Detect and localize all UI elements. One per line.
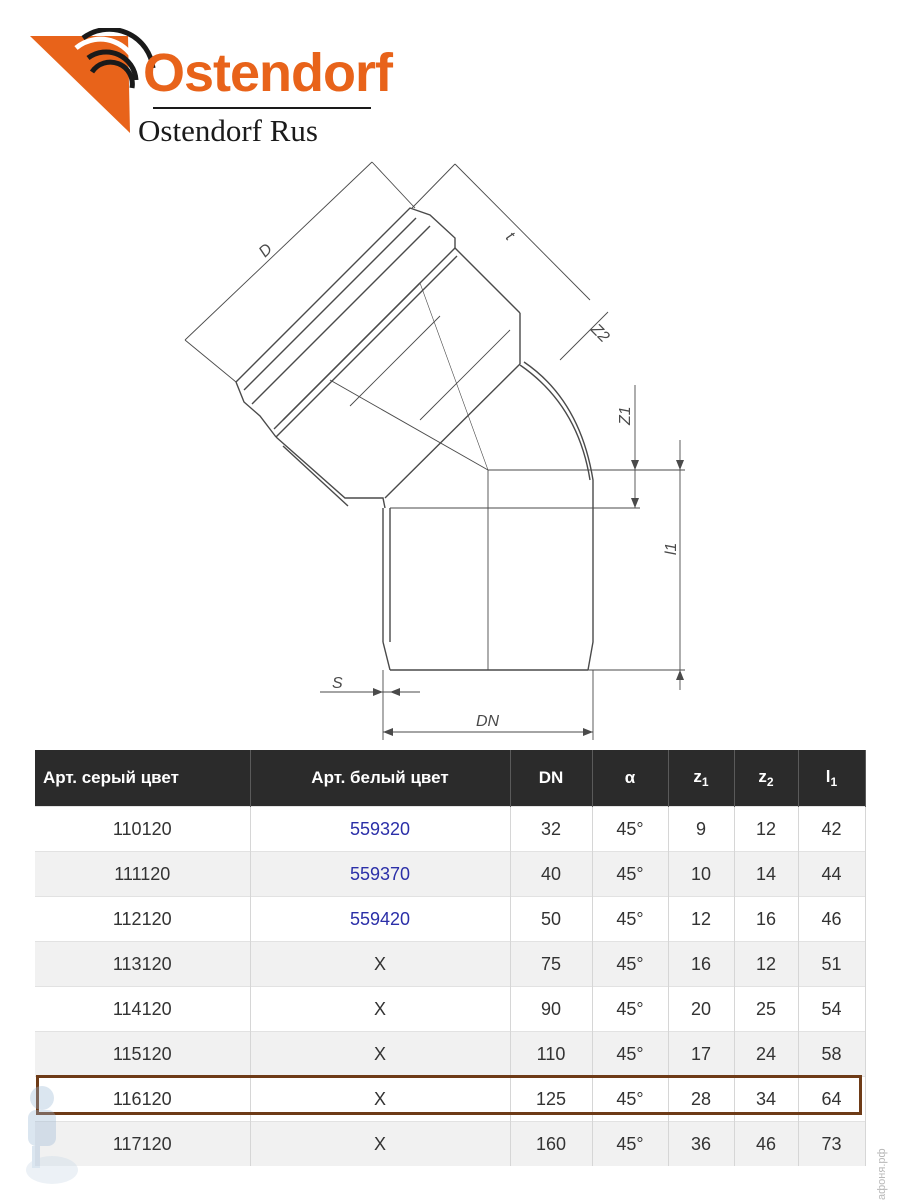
cell-z1: 20	[668, 987, 734, 1032]
cell-art-gray: 111120	[35, 852, 250, 897]
cell-z1: 10	[668, 852, 734, 897]
brand-name: Ostendorf	[143, 43, 393, 103]
header-dn: DN	[510, 750, 592, 807]
cell-l1: 58	[798, 1032, 865, 1077]
brand-divider	[153, 107, 371, 109]
table-row-highlighted	[35, 1077, 865, 1122]
cell-z2: 46	[734, 1122, 798, 1167]
table-row	[35, 1032, 865, 1077]
site-watermark-text: афоня.рф	[876, 1148, 888, 1200]
label-DN: DN	[476, 713, 500, 730]
cell-l1: 46	[798, 897, 865, 942]
table-row	[35, 1122, 865, 1167]
label-Z1: Z1	[617, 406, 634, 425]
cell-art-gray: 115120	[35, 1032, 250, 1077]
label-S: S	[332, 675, 343, 692]
cell-dn: 125	[510, 1077, 592, 1122]
header-l1-base: l	[825, 767, 831, 786]
header-art-white: Арт. белый цвет	[250, 750, 510, 807]
cell-alpha: 45°	[592, 987, 668, 1032]
cell-l1: 44	[798, 852, 865, 897]
cell-dn: 110	[510, 1032, 592, 1077]
cell-art-white: X	[250, 942, 510, 987]
cell-art-white: X	[250, 987, 510, 1032]
cell-dn: 50	[510, 897, 592, 942]
cell-art-gray: 116120	[35, 1077, 250, 1122]
label-t: t	[502, 228, 518, 244]
cell-alpha: 45°	[592, 942, 668, 987]
cell-alpha: 45°	[592, 807, 668, 852]
header-z1	[668, 750, 734, 807]
cell-z2: 12	[734, 807, 798, 852]
cell-z1: 17	[668, 1032, 734, 1077]
cell-dn: 32	[510, 807, 592, 852]
brand-subtitle: Ostendorf Rus	[138, 113, 318, 148]
cell-z2: 12	[734, 942, 798, 987]
table-row	[35, 897, 865, 942]
cell-z2: 16	[734, 897, 798, 942]
cell-l1: 73	[798, 1122, 865, 1167]
header-z2-base: z	[758, 767, 767, 786]
cell-l1: 54	[798, 987, 865, 1032]
cell-art-gray: 114120	[35, 987, 250, 1032]
cell-art-gray: 117120	[35, 1122, 250, 1167]
cell-art-gray: 112120	[35, 897, 250, 942]
header-l1-sub: 1	[830, 775, 838, 789]
table-header-row	[35, 750, 865, 807]
header-art-gray: Арт. серый цвет	[35, 750, 250, 807]
cell-art-white-link[interactable]: 559420	[250, 897, 510, 942]
mascot-watermark-icon	[12, 1080, 82, 1190]
cell-alpha: 45°	[592, 1122, 668, 1167]
cell-z1: 28	[668, 1077, 734, 1122]
header-alpha: α	[592, 750, 668, 807]
header-z2	[734, 750, 798, 807]
cell-art-gray: 110120	[35, 807, 250, 852]
table-row	[35, 987, 865, 1032]
cell-alpha: 45°	[592, 852, 668, 897]
cell-art-gray: 113120	[35, 942, 250, 987]
cell-alpha: 45°	[592, 897, 668, 942]
cell-z1: 12	[668, 897, 734, 942]
table-row	[35, 942, 865, 987]
table-row	[35, 852, 865, 897]
cell-dn: 40	[510, 852, 592, 897]
cell-l1: 51	[798, 942, 865, 987]
cell-art-white-link[interactable]: 559370	[250, 852, 510, 897]
label-D: D	[255, 240, 277, 261]
label-Z2: Z2	[587, 320, 613, 347]
cell-z1: 9	[668, 807, 734, 852]
cell-z2: 14	[734, 852, 798, 897]
cell-art-white-link[interactable]: 559320	[250, 807, 510, 852]
cell-l1: 42	[798, 807, 865, 852]
cell-dn: 90	[510, 987, 592, 1032]
cell-z2: 24	[734, 1032, 798, 1077]
cell-z2: 34	[734, 1077, 798, 1122]
cell-dn: 160	[510, 1122, 592, 1167]
cell-art-white: X	[250, 1032, 510, 1077]
cell-z1: 36	[668, 1122, 734, 1167]
cell-dn: 75	[510, 942, 592, 987]
table-row	[35, 807, 865, 852]
brand-logo	[28, 28, 393, 148]
cell-art-white: X	[250, 1077, 510, 1122]
label-l1: l1	[663, 542, 680, 555]
dimensions-table	[35, 750, 866, 1166]
cell-alpha: 45°	[592, 1032, 668, 1077]
pipe-bend-drawing	[0, 150, 900, 745]
header-l1	[798, 750, 865, 807]
header-z2-sub: 2	[766, 775, 774, 789]
header-z1-base: z	[693, 767, 702, 786]
cell-art-white: X	[250, 1122, 510, 1167]
cell-l1: 64	[798, 1077, 865, 1122]
cell-z1: 16	[668, 942, 734, 987]
header-z1-sub: 1	[701, 775, 709, 789]
cell-alpha: 45°	[592, 1077, 668, 1122]
cell-z2: 25	[734, 987, 798, 1032]
